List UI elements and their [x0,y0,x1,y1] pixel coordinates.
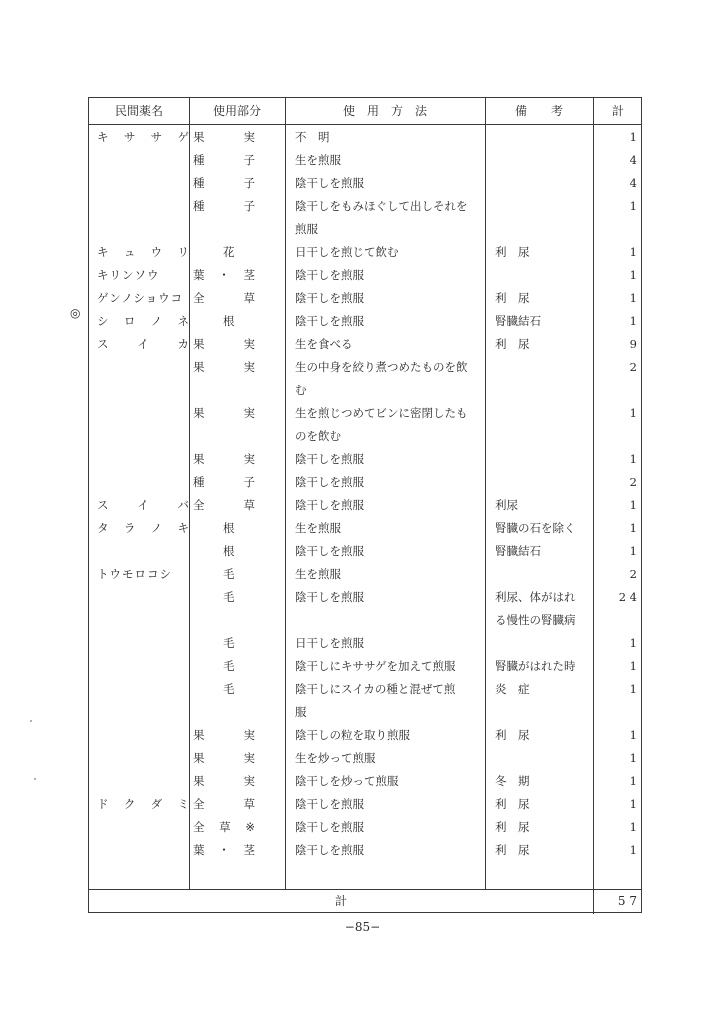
method-cell: 陰干しにスイカの種と混ぜて煎 [295,682,456,696]
count-cell: 1 [629,199,637,213]
name-cell: キ ュ ウ リ [97,245,189,259]
name-cell: ド ク ダ ミ [97,797,189,811]
count-cell: 1 [629,774,637,788]
method-cell: 生を煎じつめてビンに密閉したも [295,406,468,420]
method-cell: 陰干しを煎服 [295,544,364,558]
part-cell: 果 実 [193,728,255,742]
count-cell: 1 [629,728,637,742]
count-cell: 9 [629,337,637,351]
part-cell: 全 草 ※ [193,820,255,834]
method-cell: む [295,383,307,397]
method-cell: 日干しを煎じて飲む [295,245,399,259]
part-cell: 全 草 [193,291,255,305]
remarks-cell: 利 尿 [495,291,530,305]
count-cell: 1 [629,820,637,834]
part-cell: 種 子 [193,176,255,190]
remarks-cell: 利 尿 [495,797,530,811]
count-cell: 1 [629,843,637,857]
part-cell: 果 実 [193,452,255,466]
count-cell: 2 [629,475,637,489]
part-cell: 種 子 [193,475,255,489]
part-cell: 根 [223,544,235,558]
remarks-cell: 腎臓結石 [495,544,541,558]
remarks-cell: 利尿 [495,498,518,512]
method-cell: 陰干しをもみほぐして出しそれを [295,199,468,213]
method-cell: 陰干しを煎服 [295,176,364,190]
part-cell: 毛 [223,590,235,604]
column-divider [285,98,286,889]
method-cell: 陰干しを炒って煎服 [295,774,399,788]
method-cell: 日干しを煎服 [295,636,364,650]
scan-speck [30,720,32,722]
name-cell: タ ラ ノ キ [97,521,189,535]
header-part: 使用部分 [212,104,261,118]
part-cell: 果 実 [193,130,255,144]
method-cell: のを飲む [295,429,341,443]
method-cell: 陰干しを煎服 [295,314,364,328]
count-cell: 1 [629,797,637,811]
header-name: 民間薬名 [114,104,163,118]
part-cell: 果 実 [193,360,255,374]
name-cell: ス イ カ [97,337,189,351]
name-cell: シ ロ ノ ネ [97,314,189,328]
total-value: 5 7 [617,894,637,908]
name-cell: キリンソウ [97,268,160,282]
part-cell: 果 実 [193,774,255,788]
scan-speck [34,778,36,780]
part-cell: 花 [223,245,235,259]
marker-symbol: ◎ [70,306,81,320]
remarks-cell: 利 尿 [495,245,530,259]
part-cell: 全 草 [193,498,255,512]
part-cell: 葉 ・ 茎 [193,268,255,282]
part-cell: 毛 [223,567,235,581]
method-cell: 陰干しを煎服 [295,820,364,834]
part-cell: 根 [223,521,235,535]
part-cell: 毛 [223,636,235,650]
count-cell: 1 [629,521,637,535]
part-cell: 種 子 [193,153,255,167]
header-remarks: 備 考 [514,104,563,118]
method-cell: 陰干しを煎服 [295,291,364,305]
count-cell: 2 4 [618,590,637,604]
count-cell: 4 [629,176,637,190]
method-cell: 服 [295,705,307,719]
count-cell: 1 [629,406,637,420]
header-method: 使 用 方 法 [342,104,427,118]
remarks-cell: 利 尿 [495,820,530,834]
method-cell: 陰干しの粒を取り煎服 [295,728,410,742]
count-cell: 1 [629,245,637,259]
method-cell: 陰干しを煎服 [295,498,364,512]
count-cell: 1 [629,314,637,328]
remarks-cell: 腎臓がはれた時 [495,659,576,673]
part-cell: 種 子 [193,199,255,213]
column-divider [189,98,190,889]
part-cell: 根 [223,314,235,328]
count-cell: 1 [629,268,637,282]
method-cell: 陰干しにキササゲを加えて煎服 [295,659,456,673]
count-cell: 2 [629,360,637,374]
part-cell: 果 実 [193,751,255,765]
count-cell: 1 [629,498,637,512]
total-label: 計 [334,894,347,908]
remarks-cell: 冬 期 [495,774,530,788]
herbal-remedy-table [88,97,642,913]
count-cell: 1 [629,130,637,144]
remarks-cell: 利 尿 [495,843,530,857]
method-cell: 生を炒って煎服 [295,751,376,765]
name-cell: ス イ バ [97,498,189,512]
count-cell: 1 [629,659,637,673]
method-cell: 陰干しを煎服 [295,475,364,489]
part-cell: 全 草 [193,797,255,811]
count-cell: 4 [629,153,637,167]
count-cell: 1 [629,291,637,305]
remarks-cell: 利尿、体がはれ [495,590,576,604]
name-cell: トウモロコシ [97,567,172,581]
name-cell: ゲンノショウコ [97,291,184,305]
part-cell: 葉 ・ 茎 [193,843,255,857]
part-cell: 果 実 [193,337,255,351]
method-cell: 生を煎服 [295,521,341,535]
remarks-cell: 利 尿 [495,728,530,742]
remarks-cell: る慢性の腎臓病 [495,613,576,627]
method-cell: 煎服 [295,222,318,236]
part-cell: 果 実 [193,406,255,420]
remarks-cell: 腎臓結石 [495,314,541,328]
method-cell: 陰干しを煎服 [295,797,364,811]
method-cell: 生の中身を絞り煮つめたものを飲 [295,360,468,374]
remarks-cell: 利 尿 [495,337,530,351]
method-cell: 生を食べる [295,337,353,351]
count-cell: 1 [629,544,637,558]
column-divider [485,98,486,889]
part-cell: 毛 [223,682,235,696]
remarks-cell: 腎臓の石を除く [495,521,576,535]
method-cell: 生を煎服 [295,567,341,581]
header-count: 計 [611,104,624,118]
count-cell: 1 [629,636,637,650]
method-cell: 陰干しを煎服 [295,268,364,282]
name-cell: キ サ サ ゲ [97,130,189,144]
count-cell: 2 [629,567,637,581]
part-cell: 毛 [223,659,235,673]
count-cell: 1 [629,751,637,765]
method-cell: 陰干しを煎服 [295,590,364,604]
remarks-cell: 炎 症 [495,682,530,696]
method-cell: 陰干しを煎服 [295,452,364,466]
count-cell: 1 [629,452,637,466]
method-cell: 不 明 [295,130,330,144]
page-number: −85− [344,920,381,934]
method-cell: 陰干しを煎服 [295,843,364,857]
method-cell: 生を煎服 [295,153,341,167]
count-cell: 1 [629,682,637,696]
